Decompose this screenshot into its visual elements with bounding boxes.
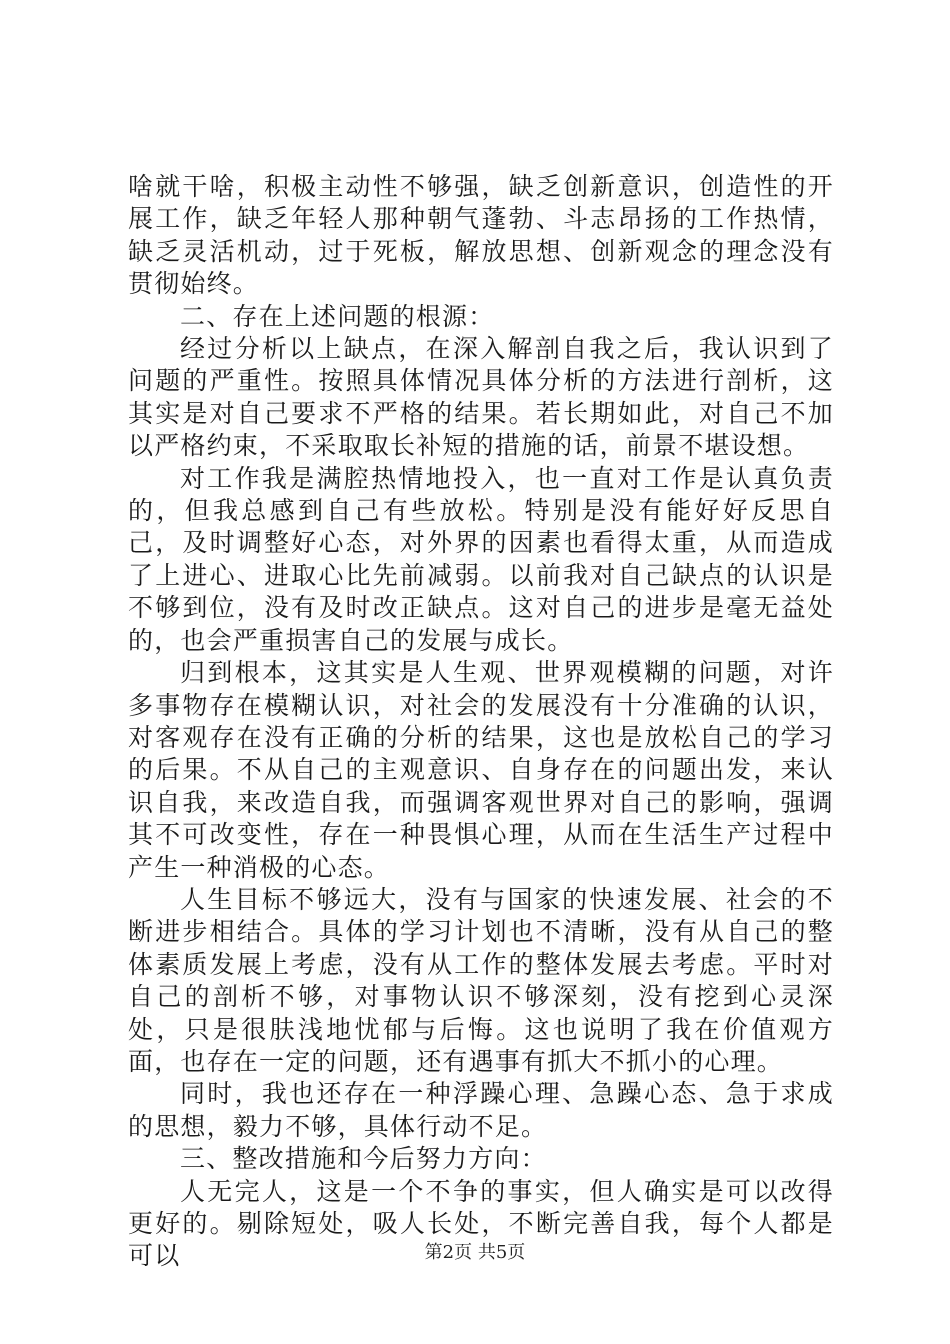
page-number-footer: 第2页 共5页 [424,1242,526,1263]
paragraph-9: 人无完人，这是一个不争的事实，但人确实是可以改得更好的。剔除短处，吸人长处，不断完善自我，每个人都是可以 [128,1176,834,1271]
document-body [128,171,834,1273]
paragraph-5: 归到根本，这其实是人生观、世界观模糊的问题，对许多事物存在模糊认识，对社会的发展没有十分准确的认识，对客观存在没有正确的分析的结果，这也是放松自己的学习的后果。不从自己的主观意识、自身存在的问题出发，来认识自我，来改造自我，而强调客观世界对自己的影响，强调其不可改变性，存在一种畏惧心理，从而在生活生产过程中产生一种消极的心态。 [128,658,834,882]
paragraph-3: 经过分析以上缺点，在深入解剖自我之后，我认识到了问题的严重性。按照具体情况具体分析的方法进行剖析，这其实是对自己要求不严格的结果。若长期如此，对自己不加以严格约束，不采取取长补短的措施的话，前景不堪设想。 [128,334,834,461]
section-heading-3: 三、整改措施和今后努力方向： [180,1144,547,1174]
paragraph-1: 啥就干啥，积极主动性不够强，缺乏创新意识，创造性的开展工作，缺乏年轻人那种朝气蓬勃、斗志昂扬的工作热情，缺乏灵活机动，过于死板，解放思想、创新观念的理念没有贯彻始终。 [128,172,834,299]
paragraph-6: 人生目标不够远大，没有与国家的快速发展、社会的不断进步相结合。具体的学习计划也不清晰，没有从自己的整体素质发展上考虑，没有从工作的整体发展去考虑。平时对自己的剖析不够，对事物认识不够深刻，没有挖到心灵深处，只是很肤浅地忧郁与后悔。这也说明了我在价值观方面，也存在一定的问题，还有遇事有抓大不抓小的心理。 [128,884,834,1076]
paragraph-4: 对工作我是满腔热情地投入，也一直对工作是认真负责的，但我总感到自己有些放松。特别是没有能好好反思自己，及时调整好心态，对外界的因素也看得太重，从而造成了上进心、进取心比先前减弱。以前我对自己缺点的认识是不够到位，没有及时改正缺点。这对自己的进步是毫无益处的，也会严重损害自己的发展与成长。 [128,463,834,655]
section-heading-2: 二、存在上述问题的根源： [180,301,495,331]
paragraph-7: 同时，我也还存在一种浮躁心理、急躁心态、急于求成的思想，毅力不够，具体行动不足。 [128,1079,834,1141]
